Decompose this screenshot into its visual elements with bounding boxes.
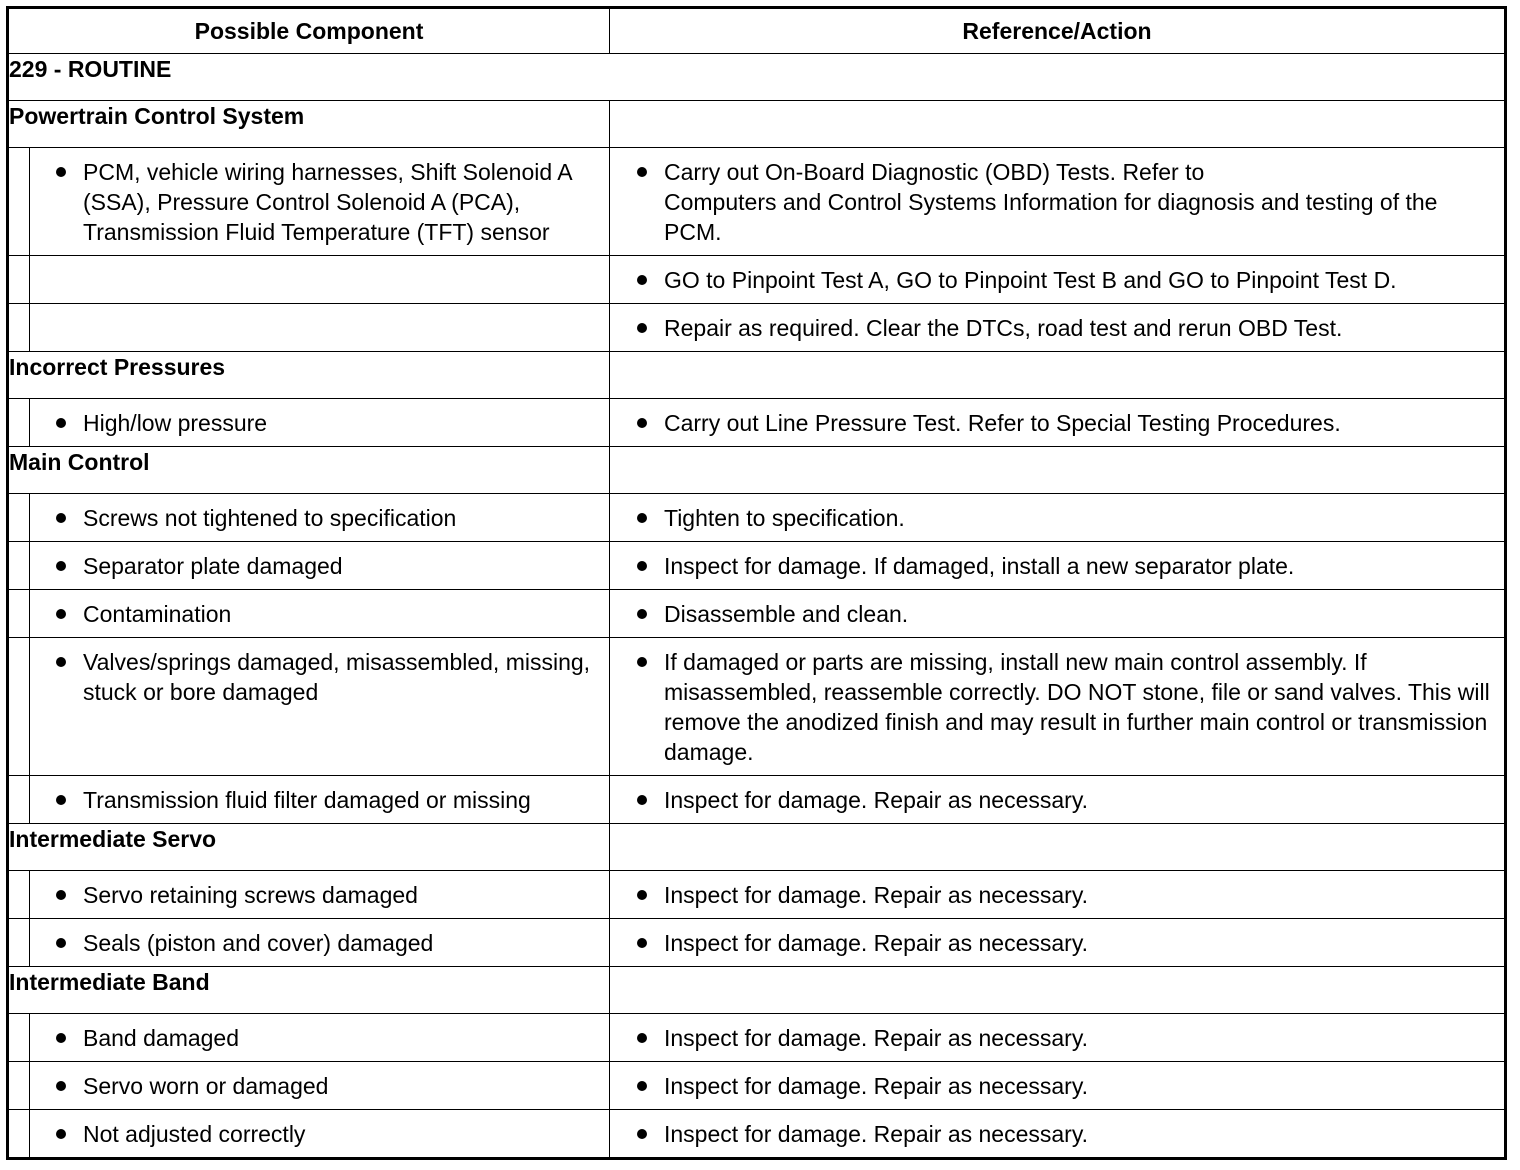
bullet-icon (56, 795, 66, 805)
action-cell (610, 1014, 1506, 1062)
action-cell (610, 256, 1506, 304)
table-row (8, 1014, 1506, 1062)
bullet-icon (637, 609, 647, 619)
indent-cell (8, 148, 30, 256)
comp-text: Contamination (83, 601, 232, 627)
comp-cell (30, 399, 610, 447)
table-row (8, 1110, 1506, 1159)
header-possible-component: Possible Component (8, 8, 610, 54)
comp-cell (30, 542, 610, 590)
comp-text: Servo worn or damaged (83, 1073, 329, 1099)
indent-cell (8, 1062, 30, 1110)
bullet-icon (56, 561, 66, 571)
comp-text: Transmission fluid filter damaged or missing (83, 787, 531, 813)
comp-cell (30, 494, 610, 542)
indent-cell (8, 590, 30, 638)
comp-cell (30, 256, 610, 304)
bullet-icon (56, 1081, 66, 1091)
diagnostic-table (6, 6, 1507, 1160)
action-text: Inspect for damage. Repair as necessary. (664, 930, 1089, 956)
action-text: Inspect for damage. Repair as necessary. (664, 882, 1089, 908)
indent-cell (8, 638, 30, 776)
comp-text: Screws not tightened to specification (83, 505, 457, 531)
action-cell (610, 871, 1506, 919)
section-header-row (8, 447, 1506, 494)
bullet-icon (637, 1129, 647, 1139)
table-row (8, 494, 1506, 542)
routine-row (8, 54, 1506, 101)
action-text: Inspect for damage. Repair as necessary. (664, 1121, 1089, 1147)
indent-cell (8, 871, 30, 919)
section-title: Intermediate Band (8, 967, 610, 1014)
section-action-empty (610, 967, 1506, 1014)
indent-cell (8, 1014, 30, 1062)
action-text: Inspect for damage. Repair as necessary. (664, 1025, 1089, 1051)
comp-cell (30, 148, 610, 256)
indent-cell (8, 399, 30, 447)
action-text: Inspect for damage. Repair as necessary. (664, 787, 1089, 813)
section-header-row (8, 824, 1506, 871)
action-cell (610, 399, 1506, 447)
action-text: Carry out On-Board Diagnostic (OBD) Tests. Refer to Computers and Control Systems Information for diagnosis and testing of the PCM. (664, 159, 1438, 245)
section-title: Main Control (8, 447, 610, 494)
bullet-icon (637, 323, 647, 333)
routine-label: 229 - ROUTINE (8, 54, 1506, 101)
table-header-row (8, 8, 1506, 54)
section-action-empty (610, 101, 1506, 148)
action-cell (610, 776, 1506, 824)
indent-cell (8, 256, 30, 304)
header-reference-action: Reference/Action (610, 8, 1506, 54)
bullet-icon (56, 657, 66, 667)
table-row (8, 776, 1506, 824)
bullet-icon (637, 561, 647, 571)
comp-cell (30, 1110, 610, 1159)
bullet-icon (637, 795, 647, 805)
comp-text: Band damaged (83, 1025, 240, 1051)
comp-cell (30, 919, 610, 967)
bullet-icon (56, 167, 66, 177)
bullet-icon (637, 513, 647, 523)
comp-text: Not adjusted correctly (83, 1121, 306, 1147)
bullet-icon (56, 1129, 66, 1139)
action-cell (610, 638, 1506, 776)
comp-text: Separator plate damaged (83, 553, 343, 579)
section-title: Incorrect Pressures (8, 352, 610, 399)
table-row (8, 590, 1506, 638)
section-header-row (8, 101, 1506, 148)
bullet-icon (637, 938, 647, 948)
section-action-empty (610, 824, 1506, 871)
comp-text: Valves/springs damaged, misassembled, missing, stuck or bore damaged (83, 649, 597, 705)
bullet-icon (637, 1033, 647, 1043)
comp-cell (30, 638, 610, 776)
action-text: If damaged or parts are missing, install new main control assembly. If misassembled, reassemble correctly. DO NOT stone, file or sand valves. This will remove the anodized finish and may result in further main control or transmission damage. (664, 649, 1497, 765)
table-row (8, 1062, 1506, 1110)
action-text: Disassemble and clean. (664, 601, 909, 627)
section-title: Powertrain Control System (8, 101, 610, 148)
section-action-empty (610, 447, 1506, 494)
indent-cell (8, 304, 30, 352)
section-header-row (8, 967, 1506, 1014)
comp-cell (30, 590, 610, 638)
table-row (8, 148, 1506, 256)
table-row (8, 871, 1506, 919)
comp-cell (30, 1062, 610, 1110)
comp-text: PCM, vehicle wiring harnesses, Shift Solenoid A (SSA), Pressure Control Solenoid A (PCA), Transmission Fluid Temperature (TFT) sensor (83, 159, 578, 245)
table-row (8, 304, 1506, 352)
bullet-icon (637, 1081, 647, 1091)
bullet-icon (637, 275, 647, 285)
comp-text: High/low pressure (83, 410, 268, 436)
comp-text: Seals (piston and cover) damaged (83, 930, 434, 956)
action-cell (610, 542, 1506, 590)
table-row (8, 919, 1506, 967)
table-body (8, 54, 1506, 1159)
action-cell (610, 148, 1506, 256)
bullet-icon (637, 657, 647, 667)
action-text: Inspect for damage. If damaged, install a new separator plate. (664, 553, 1295, 579)
action-cell (610, 919, 1506, 967)
bullet-icon (56, 938, 66, 948)
bullet-icon (56, 513, 66, 523)
comp-cell (30, 304, 610, 352)
action-text: Repair as required. Clear the DTCs, road test and rerun OBD Test. (664, 315, 1343, 341)
table-row (8, 542, 1506, 590)
action-text: Inspect for damage. Repair as necessary. (664, 1073, 1089, 1099)
bullet-icon (637, 890, 647, 900)
indent-cell (8, 542, 30, 590)
section-title: Intermediate Servo (8, 824, 610, 871)
bullet-icon (56, 1033, 66, 1043)
bullet-icon (637, 418, 647, 428)
bullet-icon (56, 609, 66, 619)
indent-cell (8, 494, 30, 542)
table-row (8, 399, 1506, 447)
action-text: Carry out Line Pressure Test. Refer to Special Testing Procedures. (664, 410, 1341, 436)
action-cell (610, 590, 1506, 638)
action-cell (610, 494, 1506, 542)
indent-cell (8, 776, 30, 824)
comp-text: Servo retaining screws damaged (83, 882, 418, 908)
table-row (8, 638, 1506, 776)
action-cell (610, 1110, 1506, 1159)
action-cell (610, 304, 1506, 352)
comp-cell (30, 1014, 610, 1062)
indent-cell (8, 1110, 30, 1159)
bullet-icon (56, 890, 66, 900)
action-text: Tighten to specification. (664, 505, 905, 531)
bullet-icon (637, 167, 647, 177)
bullet-icon (56, 418, 66, 428)
comp-cell (30, 871, 610, 919)
section-action-empty (610, 352, 1506, 399)
table-row (8, 256, 1506, 304)
section-header-row (8, 352, 1506, 399)
action-text: GO to Pinpoint Test A, GO to Pinpoint Test B and GO to Pinpoint Test D. (664, 267, 1397, 293)
comp-cell (30, 776, 610, 824)
action-cell (610, 1062, 1506, 1110)
indent-cell (8, 919, 30, 967)
